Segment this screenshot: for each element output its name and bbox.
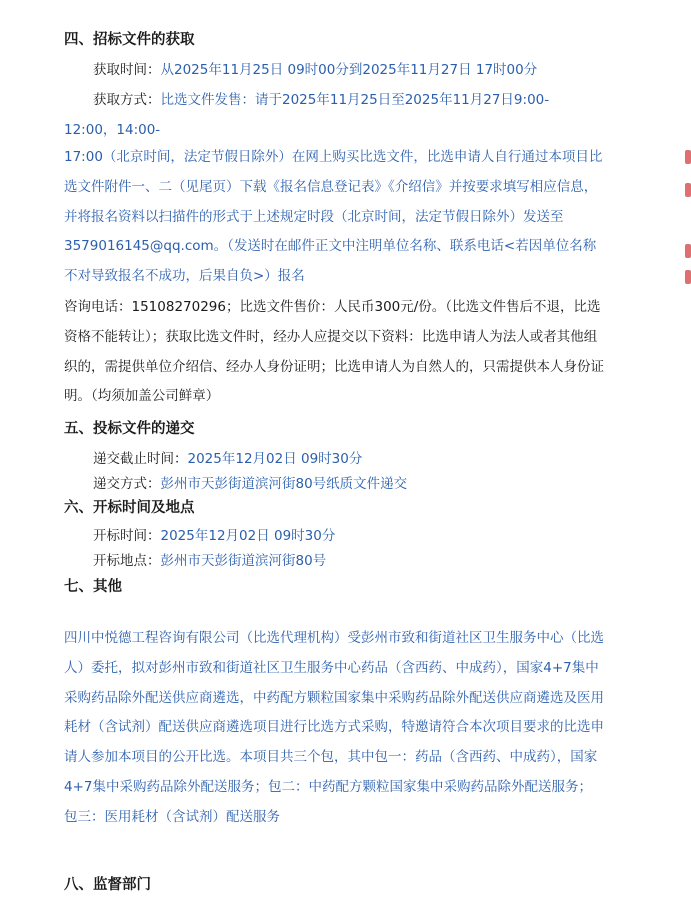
submit-deadline-row [93,447,362,467]
acquire-time-label: 获取时间： [93,62,161,78]
acquire-method-text-4: 咨询电话：15108270296；比选文件售价：人民币300元/份。（比选文件售后不退，比选资格不能转让）；获取比选文件时，经办人应提交以下资料：比选申请人为法人或者其他组织的，需提供单位介绍信、经办人身份证明；比选申请人为自然人的，只需提供本人身份证明。（均须加盖公司鲜章） [64,299,604,405]
acquire-method-paragraph-2 [64,293,604,413]
edge-mark [685,270,691,284]
submit-method-label: 递交方式： [93,476,161,492]
section-4-heading: 四、招标文件的获取 [64,32,195,48]
section-7-heading: 七、其他 [64,579,122,595]
section-8-heading: 八、监督部门 [64,877,151,893]
opening-time-label: 开标时间： [93,528,161,544]
acquire-method-label: 获取方式： [93,92,161,108]
acquire-time-row [93,58,537,78]
submit-deadline-label: 递交截止时间： [93,451,188,467]
acquire-method-text-3: 17:00（北京时间，法定节假日除外）在网上购买比选文件，比选申请人自行通过本项目比选文件附件一、二（见尾页）下载《报名信息登记表》《介绍信》并按要求填写相应信息，并将报名资料以扫描件的形式于上述规定时段（北京时间，法定节假日除外）发送至3579016145@qq.com。（发送时在邮件正文中注明单位名称、联系电话<若因单位名称不对导致报名不成功，后果自负>）报名 [64,149,603,285]
opening-place-row [93,549,326,569]
acquire-time-value: 从2025年11月25日 09时00分到2025年11月27日 17时00分 [160,62,538,78]
edge-mark [685,244,691,258]
opening-place-label: 开标地点： [93,553,161,569]
section-7-text: 四川中悦德工程咨询有限公司（比选代理机构）受彭州市致和街道社区卫生服务中心（比选人）委托，拟对彭州市致和街道社区卫生服务中心药品（含西药、中成药），国家4+7集中采购药品除外配送供应商遴选，中药配方颗粒国家集中采购药品除外配送供应商遴选及医用耗材（含试剂）配送供应商遴选项目进行比选方式采购，特邀请符合本次项目要求的比选申请人参加本项目的公开比选。本项目共三个包，其中包一：药品（含西药、中成药），国家4+7集中采购药品除外配送服务；包二：中药配方颗粒国家集中采购药品除外配送服务；包三：医用耗材（含试剂）配送服务 [64,630,604,825]
opening-time-value: 2025年12月02日 09时30分 [160,528,336,544]
acquire-method-text-1: 比选文件发售：请于2025年11月25日至2025年11月27日9:00- [160,92,550,108]
section-5-heading: 五、投标文件的递交 [64,421,195,437]
section-7-body [64,624,604,864]
edge-mark [685,150,691,164]
acquire-method-paragraph [64,143,604,293]
acquire-method-row [93,88,549,108]
section-6-heading: 六、开标时间及地点 [64,500,195,516]
edge-mark [685,183,691,197]
opening-place-value: 彭州市天彭街道滨河街80号 [160,553,327,569]
submit-deadline-value: 2025年12月02日 09时30分 [187,451,363,467]
acquire-method-text-2: 12:00，14:00- [64,122,161,138]
submit-method-row [93,472,407,492]
submit-method-value: 彭州市天彭街道滨河街80号纸质文件递交 [160,476,408,492]
opening-time-row [93,524,335,544]
